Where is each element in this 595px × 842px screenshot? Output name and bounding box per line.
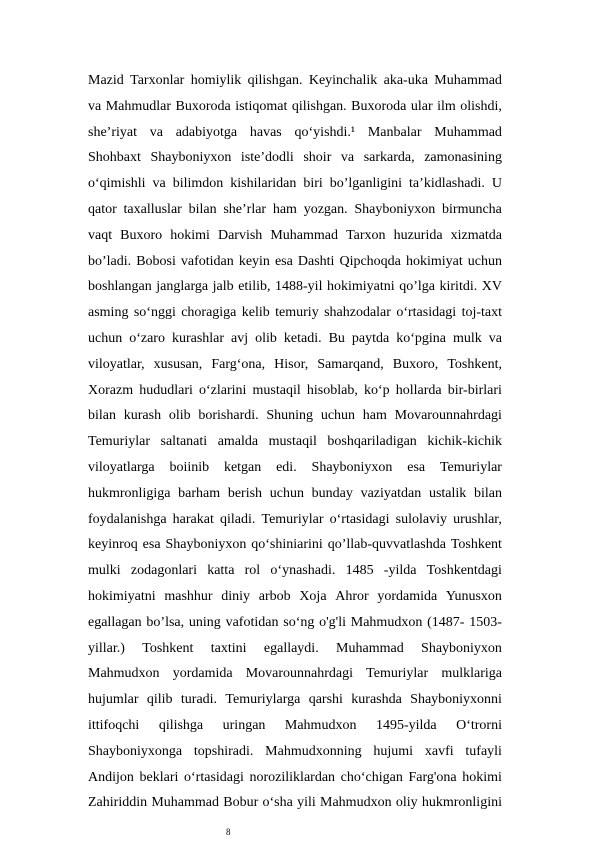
word: uchun xyxy=(88,330,123,346)
word: Shayboniyxonga xyxy=(88,743,183,759)
word: huzurida xyxy=(393,227,443,243)
word: hukmronligiga xyxy=(88,485,171,501)
word: istiqomat xyxy=(235,98,288,114)
word: qilishga xyxy=(158,717,204,733)
word: yordamida xyxy=(377,588,438,604)
text-line xyxy=(88,352,502,378)
word: yozgan. xyxy=(303,201,348,217)
text-line xyxy=(88,455,502,481)
word: Buxoroda xyxy=(175,98,231,114)
word: Andijon xyxy=(88,769,134,785)
word: ustalik xyxy=(428,485,467,501)
word: bir-birlari xyxy=(447,382,502,398)
word: Manbalar xyxy=(367,124,422,140)
text-line xyxy=(88,790,502,816)
text-line xyxy=(88,532,502,558)
word: va xyxy=(340,150,355,166)
word: Xorazm xyxy=(88,382,134,398)
word: kiritdi. xyxy=(439,279,478,295)
word: toj-taxt xyxy=(461,305,502,321)
word: adabiyotga xyxy=(175,124,238,140)
text-line xyxy=(88,739,502,765)
word: egallaydi. xyxy=(263,640,319,656)
word: qo’lga xyxy=(399,279,435,295)
text-line xyxy=(88,274,502,300)
word: kurashlar xyxy=(171,330,225,346)
word: bilimdon xyxy=(172,176,224,192)
word: qilishgan. xyxy=(291,98,347,114)
word: noroziliklardan xyxy=(249,769,336,785)
word: Muhammad xyxy=(434,73,502,88)
word: iste’dodli xyxy=(240,150,294,166)
word: ham xyxy=(272,201,297,217)
word: Tarxonlar xyxy=(130,73,185,88)
word: Shayboniyxon xyxy=(354,201,436,217)
word: arbob xyxy=(258,588,291,604)
word: -yilda xyxy=(383,563,417,579)
word: cho‘chigan xyxy=(340,769,403,785)
word: hokimi xyxy=(462,769,502,785)
word: xizmatda xyxy=(450,227,502,243)
word: o‘rtasidagi xyxy=(184,769,244,785)
word: Buxoro, xyxy=(392,356,439,372)
word: Temuriylar xyxy=(88,434,150,450)
word: kurash xyxy=(123,408,162,424)
word: asming xyxy=(88,305,129,321)
word: uchun xyxy=(320,408,356,424)
word: shahzodalar xyxy=(324,305,391,321)
word: tufayli xyxy=(465,743,502,759)
word: hududlari xyxy=(139,382,193,398)
word: o‘ynashadi. xyxy=(270,563,336,579)
word: bilan xyxy=(88,408,116,424)
text-line xyxy=(88,713,502,739)
word: zodagonlari xyxy=(130,563,197,579)
word: va xyxy=(152,176,166,192)
word: hujumlar xyxy=(88,692,139,708)
word: edi. xyxy=(276,459,297,475)
text-line xyxy=(88,378,502,404)
word: Mahmudxon xyxy=(88,666,160,682)
word: choragiga xyxy=(181,305,237,321)
word: Shuning xyxy=(266,408,314,424)
word: Muhammad xyxy=(434,124,502,140)
word: Shohbaxt xyxy=(88,150,141,166)
word: XV xyxy=(481,279,502,295)
word: foydalanishga xyxy=(88,511,167,527)
word: borishardi. xyxy=(198,408,259,424)
word: Temuriylar xyxy=(439,459,502,475)
text-line xyxy=(88,223,502,249)
text-line xyxy=(88,558,502,584)
word: uchun xyxy=(269,485,304,501)
word: Yunusxon xyxy=(445,588,502,604)
word: boshlangan xyxy=(88,279,152,295)
word: Bobosi xyxy=(136,253,176,269)
word: mustaqil xyxy=(268,434,317,450)
word: rol xyxy=(244,563,261,579)
word: esa xyxy=(142,537,161,553)
word: harakat xyxy=(172,511,214,527)
word: kichik-kichik xyxy=(427,434,502,450)
word: topshiradi. xyxy=(193,743,254,759)
word: o‘rtasidagi xyxy=(329,511,390,527)
word: aka-uka xyxy=(383,73,428,88)
word: Toshkent, xyxy=(447,356,502,372)
word: hokimi xyxy=(170,227,210,243)
word: Movarounnahrdagi xyxy=(394,408,502,424)
word: 1488-yil xyxy=(275,279,323,295)
word: Mahmudxon xyxy=(284,717,357,733)
word: etilib, xyxy=(238,279,271,295)
word: taxalluslar xyxy=(123,201,182,217)
word: xavfi xyxy=(424,743,454,759)
word: va xyxy=(488,330,502,346)
word: Samarqand, xyxy=(317,356,384,372)
text-line xyxy=(88,300,502,326)
word: vafotidan xyxy=(225,614,279,630)
word: uringan xyxy=(222,717,266,733)
word: qo‘shiniarini xyxy=(251,537,323,553)
word: o‘zlarini xyxy=(199,382,247,398)
word: biri xyxy=(303,176,323,192)
word: ittifoqchi xyxy=(88,717,140,733)
word: Ahror xyxy=(335,588,369,604)
word: urushlar, xyxy=(453,511,502,527)
word: ular xyxy=(410,98,433,114)
word: sulolaviy xyxy=(395,511,447,527)
word: yillar.) xyxy=(88,640,125,656)
word: Zahiriddin xyxy=(88,795,148,811)
word: Shayboniyxonni xyxy=(410,692,502,708)
word: janglarga xyxy=(156,279,209,295)
word: uning xyxy=(188,614,221,630)
word: 1485 xyxy=(345,563,374,579)
word: hokimiyatni xyxy=(327,279,395,295)
text-line xyxy=(88,197,502,223)
word: Farg‘ona, xyxy=(211,356,266,372)
word: qo‘yishdi.¹ xyxy=(294,124,356,140)
word: barham xyxy=(178,485,221,501)
word: boshqariladigan xyxy=(327,434,417,450)
text-line xyxy=(88,171,502,197)
word: esa xyxy=(274,253,293,269)
word: taxtini xyxy=(210,640,247,656)
word: bo’lsa, xyxy=(146,614,185,630)
text-line xyxy=(88,145,502,171)
word: Bu xyxy=(328,330,345,346)
word: vaqt xyxy=(88,227,113,243)
word: turadi. xyxy=(180,692,218,708)
word: o‘sha xyxy=(262,795,293,811)
word: kelib xyxy=(241,305,270,321)
word: paytda xyxy=(351,330,390,346)
text-line xyxy=(88,68,502,94)
word: Movarounnahrdagi xyxy=(245,666,354,682)
word: Hisor, xyxy=(274,356,309,372)
page-number: 8 xyxy=(226,827,231,837)
word: Dashti xyxy=(297,253,335,269)
word: mulki xyxy=(88,563,121,579)
word: mashhur xyxy=(164,588,213,604)
word: hollarda xyxy=(395,382,442,398)
word: diniy xyxy=(221,588,251,604)
word: berish xyxy=(227,485,263,501)
word: temuriy xyxy=(275,305,319,321)
word: hokimiyatni xyxy=(88,588,156,604)
word: o‘qimishli xyxy=(88,176,146,192)
word: Shayboniyxon xyxy=(311,459,393,475)
word: ko‘p xyxy=(363,382,390,398)
word: va xyxy=(149,124,163,140)
word: U xyxy=(491,176,502,192)
word: Buxoro xyxy=(120,227,163,243)
word: Toshkentdagi xyxy=(426,563,502,579)
word: avj xyxy=(231,330,249,346)
text-line xyxy=(88,326,502,352)
word: Mahmudxonning xyxy=(265,743,362,759)
word: olib xyxy=(255,330,277,346)
word: ta’kidlashadi. xyxy=(409,176,485,192)
word: uchun xyxy=(467,253,502,269)
word: viloyatlarga xyxy=(88,459,155,475)
text-line xyxy=(88,507,502,533)
word: bo’lganligini xyxy=(329,176,403,192)
word: oliy xyxy=(395,795,418,811)
word: qilishgan. xyxy=(247,73,303,88)
word: Muhammad xyxy=(336,640,404,656)
word: Qipchoqda xyxy=(339,253,401,269)
word: bo’ladi. xyxy=(88,253,132,269)
word: mustaqil xyxy=(252,382,301,398)
text-line xyxy=(88,661,502,687)
text-line xyxy=(88,249,502,275)
word: qilib xyxy=(146,692,173,708)
word: yili xyxy=(297,795,316,811)
word: zamonasining xyxy=(424,150,502,166)
word: Mahmudxon xyxy=(350,614,423,630)
word: havas xyxy=(249,124,282,140)
word: va xyxy=(88,98,102,114)
text-line xyxy=(88,120,502,146)
word: egallagan xyxy=(88,614,142,630)
word: amalda xyxy=(217,434,259,450)
word: keyinroq xyxy=(88,537,138,553)
word: hujumi xyxy=(373,743,414,759)
word: Temuriylarga xyxy=(225,692,301,708)
word: bunday xyxy=(311,485,353,501)
word: Darvish xyxy=(217,227,263,243)
word: Keyinchalik xyxy=(308,73,378,88)
word: ketadi. xyxy=(283,330,322,346)
text-line xyxy=(88,481,502,507)
word: Shayboniyxon xyxy=(165,537,247,553)
word: so‘nggi xyxy=(133,305,176,321)
word: Muhammad xyxy=(151,795,220,811)
word: Mahmudxon xyxy=(320,795,392,811)
word: qator xyxy=(88,201,117,217)
text-line xyxy=(88,403,502,429)
text-line xyxy=(88,636,502,662)
body-text xyxy=(88,68,502,816)
word: esa xyxy=(407,459,426,475)
word: vafotidan xyxy=(180,253,234,269)
word: ko‘pgina xyxy=(396,330,446,346)
word: 1503- xyxy=(469,614,502,630)
text-line xyxy=(88,610,502,636)
word: ham xyxy=(362,408,387,424)
word: viloyatlar, xyxy=(88,356,145,372)
word: Tarxon xyxy=(346,227,386,243)
word: katta xyxy=(207,563,235,579)
word: boiinib xyxy=(169,459,210,475)
word: Muhammad xyxy=(270,227,339,243)
word: kishilaridan xyxy=(230,176,297,192)
word: jalb xyxy=(212,279,234,295)
word: vaziyatdan xyxy=(360,485,422,501)
word: olishdi, xyxy=(460,98,502,114)
word: hokimiyat xyxy=(405,253,463,269)
word: ketgan xyxy=(223,459,262,475)
word: bilan xyxy=(188,201,217,217)
word: Bobur xyxy=(223,795,259,811)
word: (1487- xyxy=(427,614,465,630)
word: she’riyat xyxy=(88,124,137,140)
word: mulklariga xyxy=(441,666,502,682)
word: Toshkent xyxy=(142,640,194,656)
word: shoir xyxy=(303,150,332,166)
word: O‘trorni xyxy=(456,717,502,733)
word: hukmronligini xyxy=(421,795,502,811)
word: o‘rtasidagi xyxy=(396,305,457,321)
text-line xyxy=(88,765,502,791)
word: mulk xyxy=(452,330,482,346)
word: keyin xyxy=(238,253,270,269)
word: birmuncha xyxy=(442,201,502,217)
word: Farg'ona xyxy=(408,769,457,785)
word: she’rlar xyxy=(223,201,267,217)
word: ilm xyxy=(437,98,456,114)
text-line xyxy=(88,584,502,610)
text-line xyxy=(88,687,502,713)
word: qo’llab-quvvatlashda xyxy=(327,537,446,553)
word: kurashda xyxy=(351,692,402,708)
word: so‘ng xyxy=(283,614,315,630)
word: homiylik xyxy=(190,73,242,88)
word: Buxoroda xyxy=(351,98,407,114)
word: 1495-yilda xyxy=(375,717,437,733)
word: Shayboniyxon xyxy=(421,640,502,656)
word: saltanati xyxy=(160,434,208,450)
word: xususan, xyxy=(153,356,203,372)
word: sarkarda, xyxy=(363,150,415,166)
word: olib xyxy=(168,408,191,424)
word: qarshi xyxy=(308,692,343,708)
word: Mazid xyxy=(88,73,124,88)
word: Temuriylar xyxy=(261,511,324,527)
word: o‘zaro xyxy=(129,330,165,346)
word: Temuriylar xyxy=(366,666,429,682)
word: Shayboniyxon xyxy=(150,150,232,166)
word: qiladi. xyxy=(219,511,256,527)
word: hisoblab, xyxy=(306,382,358,398)
word: beklari xyxy=(139,769,179,785)
word: Toshkent xyxy=(450,537,502,553)
text-line xyxy=(88,429,502,455)
word: Mahmudlar xyxy=(105,98,172,114)
word: bilan xyxy=(473,485,502,501)
word: Xoja xyxy=(299,588,327,604)
text-line xyxy=(88,94,502,120)
word: yordamida xyxy=(172,666,233,682)
word: o'g'li xyxy=(319,614,346,630)
